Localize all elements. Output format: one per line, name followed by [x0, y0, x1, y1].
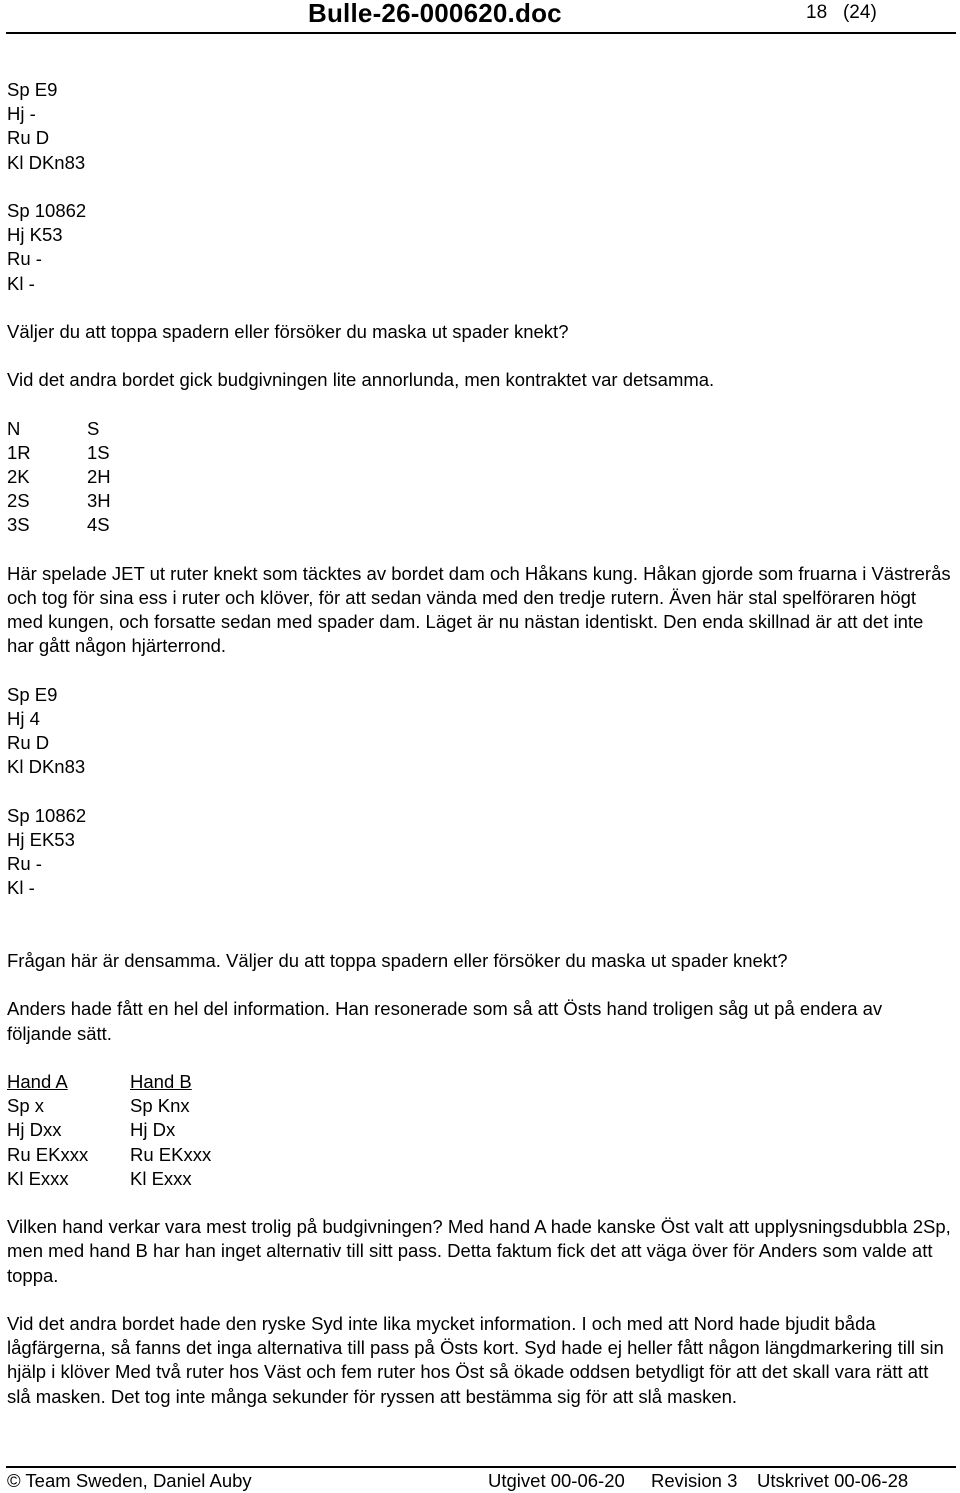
- paragraph-4: Vilken hand verkar vara mest trolig på budgivningen? Med hand A hade kanske Öst valt att upplysningsdubbla 2Sp, men med hand B har han inget alternativ till sitt pass. Detta faktum fick det att väga över för Anders som valde att toppa.: [7, 1216, 951, 1286]
- page-footer: [6, 1466, 956, 1493]
- footer-revision: Revision 3: [651, 1470, 738, 1491]
- intro-paragraph: Vid det andra bordet gick budgivningen lite annorlunda, men kontraktet var detsamma.: [7, 369, 715, 391]
- hand-a-line: Hj Dxx: [7, 1119, 62, 1141]
- hand2-south: [7, 804, 952, 901]
- hand-a-line: Kl Exxx: [7, 1167, 69, 1189]
- bid-cell: 3H: [87, 490, 111, 512]
- hand1-north: [7, 78, 952, 175]
- bid-cell: 2H: [87, 466, 111, 488]
- hand-b-line: Hj Dx: [130, 1119, 176, 1141]
- hand1-south: [7, 199, 952, 296]
- bidding-header-n: N: [7, 417, 21, 439]
- bid-cell: 4S: [87, 514, 110, 536]
- hand2-north: [7, 683, 952, 780]
- paragraph-2: Här spelade JET ut ruter knekt som täcktes av bordet dam och Håkans kung. Håkan gjorde som fruarna i Västrerås och tog för sina ess i ruter och klöver, för att sedan vända med den tredje rutern. Även här stal spelföraren högt med kungen, och forsatte sedan med spader dam. Läget är nu nästan identiskt. Den enda skillnad är att det inte har gått någon hjärterrond.: [7, 562, 951, 657]
- hand-b-line: Ru EKxxx: [130, 1143, 212, 1165]
- footer-published: Utgivet 00-06-20: [488, 1470, 625, 1491]
- hand-line: Ru -: [7, 853, 42, 875]
- page-header: [6, 0, 956, 34]
- hand-a-title: Hand A: [7, 1070, 68, 1092]
- hand-line: Hj -: [7, 103, 36, 125]
- document-title: Bulle-26-000620.doc: [308, 0, 562, 28]
- bid-cell: 2S: [7, 490, 30, 512]
- hand-b-line: Kl Exxx: [130, 1167, 192, 1189]
- page-total: (24): [842, 2, 877, 23]
- bid-cell: 1R: [7, 441, 31, 463]
- question-1: Väljer du att toppa spadern eller försöker du maska ut spader knekt?: [7, 320, 569, 342]
- hand-line: Ru D: [7, 732, 50, 754]
- hand-b-title: Hand B: [130, 1070, 192, 1092]
- question-2: Frågan här är densamma. Väljer du att toppa spadern eller försöker du maska ut spader knekt?: [7, 949, 788, 971]
- hand-line: Hj EK53: [7, 828, 75, 850]
- hand-line: Sp E9: [7, 79, 58, 100]
- hand-line: Kl -: [7, 272, 35, 294]
- hand-line: Kl DKn83: [7, 151, 86, 173]
- footer-printed: Utskrivet 00-06-28: [757, 1470, 909, 1491]
- hand-line: Kl DKn83: [7, 756, 86, 778]
- hand-line: Ru -: [7, 248, 42, 270]
- paragraph-3: Anders hade fått en hel del information. Han resonerade som så att Östs hand troligen såg ut på endera av följande sätt.: [7, 998, 883, 1044]
- hand-line: Sp 10862: [7, 804, 87, 826]
- footer-copyright: © Team Sweden, Daniel Auby: [7, 1470, 252, 1491]
- hand-line: Hj 4: [7, 708, 40, 730]
- page-number: 18: [806, 2, 828, 23]
- hands-comparison: [7, 1070, 952, 1191]
- hand-b-line: Sp Knx: [130, 1095, 190, 1117]
- document-body: [7, 78, 952, 1409]
- hand-line: Ru D: [7, 127, 50, 149]
- bid-cell: 1S: [87, 441, 110, 463]
- bidding-header-s: S: [87, 417, 100, 439]
- page-indicator: [806, 2, 877, 24]
- bid-cell: 3S: [7, 514, 30, 536]
- bid-cell: 2K: [7, 466, 30, 488]
- hand-line: Hj K53: [7, 224, 63, 246]
- hand-line: Sp 10862: [7, 199, 87, 221]
- paragraph-5: Vid det andra bordet hade den ryske Syd inte lika mycket information. I och med att Nord hade bjudit båda lågfärgerna, så fanns det inga alternativa till pass på Östs kort. Syd hade ej heller fått någon längdmarkering till sin hjälp i klöver Med två ruter hos Väst och fem ruter hos Öst så ökade oddsen betydligt för att det skall vara rätt att slå masken. Det tog inte många sekunder för ryssen att bestämma sig för att slå masken.: [7, 1312, 944, 1407]
- hand-a-line: Ru EKxxx: [7, 1143, 89, 1165]
- hand-line: Sp E9: [7, 683, 58, 705]
- hand-line: Kl -: [7, 877, 35, 899]
- bidding-table: [7, 417, 952, 538]
- hand-a-line: Sp x: [7, 1095, 45, 1117]
